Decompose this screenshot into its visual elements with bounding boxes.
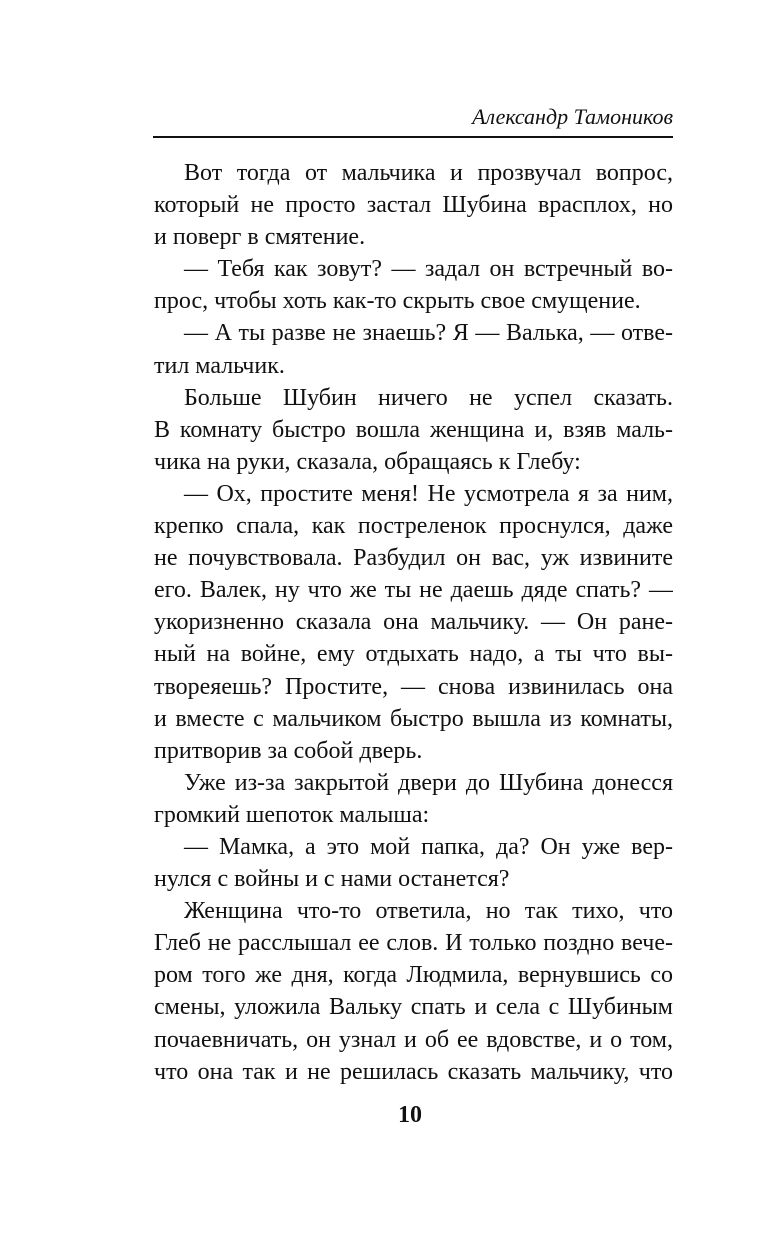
text-line: нулся с войны и с нами останется? — [154, 866, 510, 893]
text-line: твореяешь? Простите, — снова извинилась она — [154, 673, 673, 700]
text-line: почаевничать, он узнал и об ее вдовстве, и о том, — [154, 1026, 673, 1053]
text-line: что она так и не решилась сказать мальчику, что — [154, 1058, 673, 1085]
text-line: — Ох, простите меня! Не усмотрела я за ним, — [184, 480, 673, 507]
paragraph — [154, 895, 673, 1088]
text-line: — А ты разве не знаешь? Я — Валька, — отве- — [184, 320, 673, 347]
text-line: крепко спала, как постреленок проснулся, даже — [154, 513, 673, 540]
text-line: В комнату быстро вошла женщина и, взяв маль- — [154, 416, 673, 443]
text-line: Уже из-за закрытой двери до Шубина донесся — [184, 769, 673, 796]
paragraph — [154, 478, 673, 767]
text-line: его. Валек, ну что же ты не даешь дяде спать? — — [154, 577, 673, 604]
text-line: Вот тогда от мальчика и прозвучал вопрос, — [184, 160, 673, 186]
text-line: который не просто застал Шубина врасплох, но — [154, 192, 673, 219]
text-line: ром того же дня, когда Людмила, вернувшись со — [154, 962, 673, 989]
text-line: — Мамка, а это мой папка, да? Он уже вер- — [184, 833, 673, 860]
text-line: чика на руки, сказала, обращаясь к Глебу: — [154, 448, 581, 475]
text-line: притворив за собой дверь. — [154, 737, 423, 764]
text-line: ный на войне, ему отдыхать надо, а ты что вы- — [154, 641, 673, 668]
text-line: Женщина что-то ответила, но так тихо, что — [184, 898, 673, 925]
text-line: прос, чтобы хоть как-то скрыть свое смущение. — [154, 288, 641, 315]
paragraph — [154, 382, 673, 478]
text-line: и вместе с мальчиком быстро вышла из комнаты, — [154, 705, 673, 732]
page-number: 10 — [398, 1102, 422, 1128]
text-line: не почувствовала. Разбудил он вас, уж извините — [154, 545, 673, 572]
paragraph — [154, 317, 673, 381]
text-line: смены, уложила Вальку спать и села с Шубиным — [154, 994, 673, 1021]
body-text — [154, 157, 673, 1088]
text-line: Больше Шубин ничего не успел сказать. — [184, 384, 673, 411]
text-line: и поверг в смятение. — [154, 224, 366, 251]
text-line: Глеб не расслышал ее слов. И только поздно вече- — [154, 930, 673, 957]
text-line: громкий шепоток малыша: — [154, 801, 430, 828]
header-rule — [153, 136, 673, 138]
running-head: Александр Тамоников — [472, 104, 673, 129]
paragraph — [154, 831, 673, 895]
paragraph — [154, 157, 673, 253]
paragraph — [154, 767, 673, 831]
text-line: укоризненно сказала она мальчику. — Он ране- — [154, 609, 673, 636]
text-line: — Тебя как зовут? — задал он встречный во- — [184, 256, 673, 283]
text-line: тил мальчик. — [154, 352, 285, 379]
paragraph — [154, 253, 673, 317]
